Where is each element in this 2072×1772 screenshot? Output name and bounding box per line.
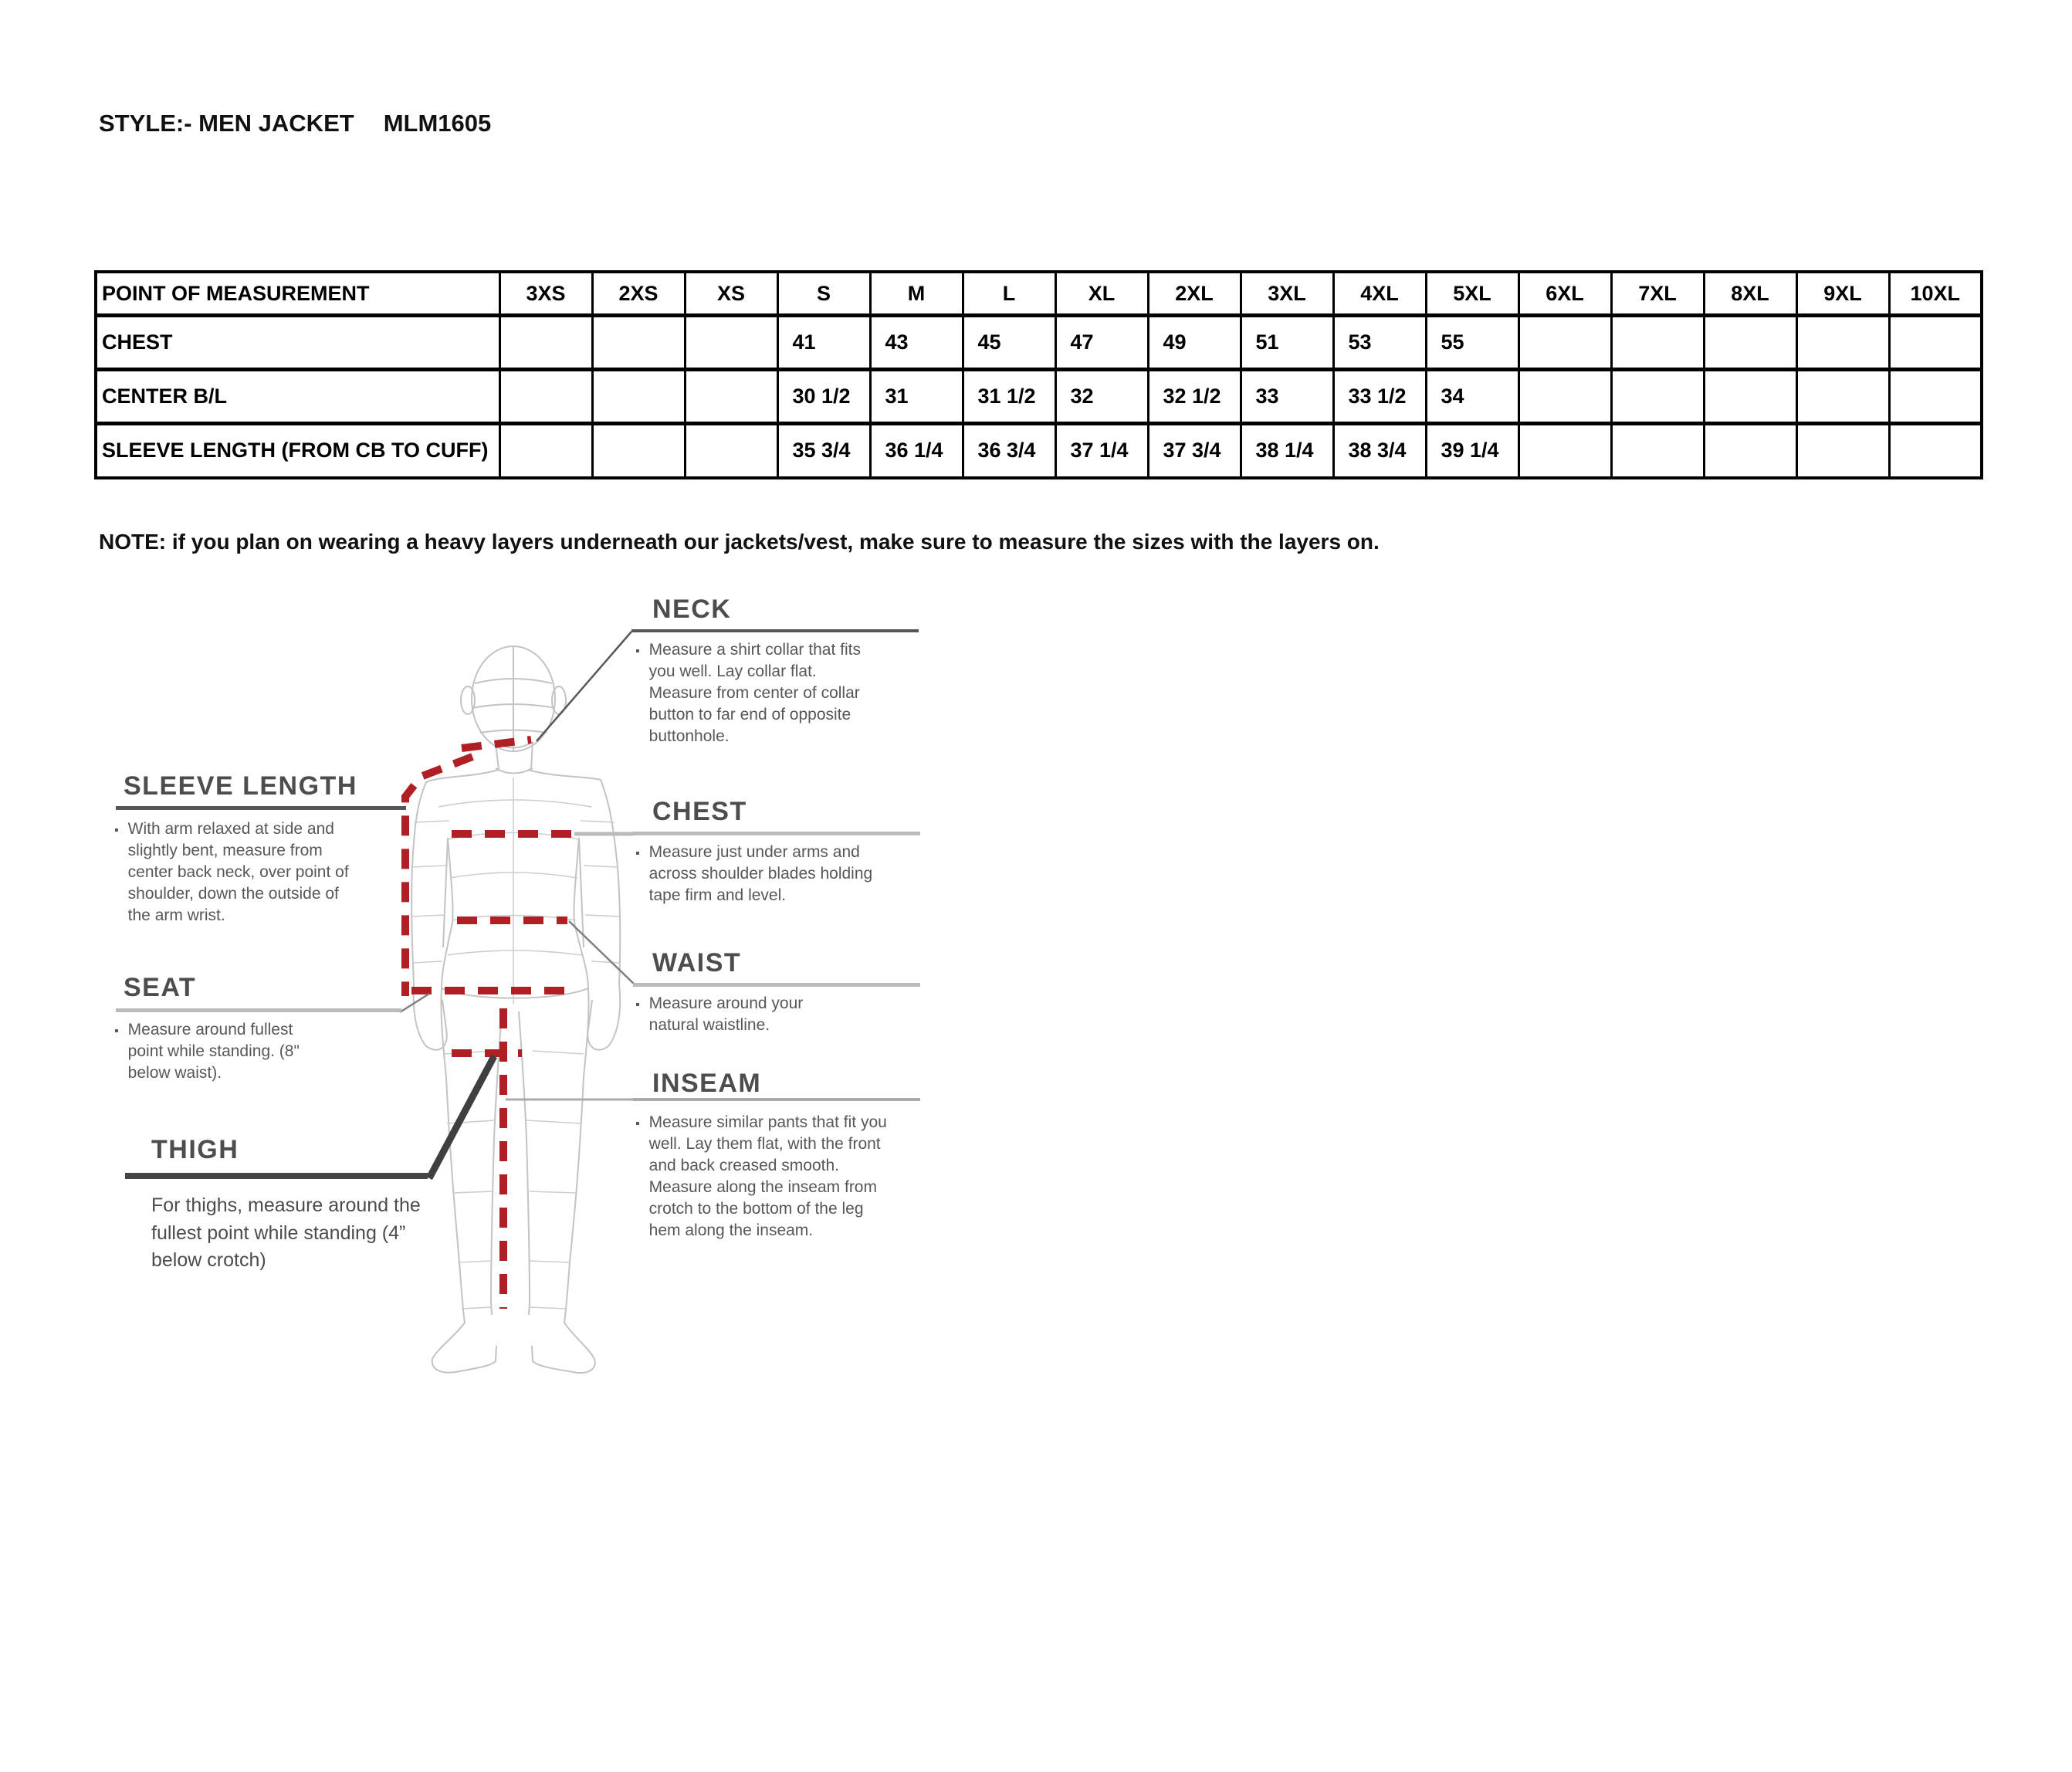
measurement-cell: 32 [1055,370,1148,424]
measurement-cell [1796,370,1889,424]
section-title-chest: CHEST [652,797,747,826]
size-column-header: S [777,272,870,316]
measurement-cell: 41 [777,316,870,370]
section-description: Measure similar pants that fit you well. Lay them flat, with the front and back creased smooth. Measure along the inseam from crotch to the bottom of the leg hem along the inseam. [648,1113,887,1239]
wireframe-body [411,646,620,1373]
measurement-cell [592,424,685,478]
section-description: With arm relaxed at side and slightly bent, measure from center back neck, over point of shoulder, down the outside of the arm wrist. [127,820,349,924]
bullet-square-icon: ▪ [114,1025,119,1038]
diagram-section-sleeve-length [114,818,363,927]
size-column-header: XS [685,272,777,316]
size-table [94,270,1983,479]
waist-underline [633,983,920,987]
style-code: MLM1605 [383,110,492,137]
measurement-cell [1796,424,1889,478]
size-table-header-row [96,272,1982,316]
diagram-section-waist [635,993,845,1036]
bullet-square-icon: ▪ [114,824,119,837]
measurement-cell [1704,370,1796,424]
size-column-header: 3XS [499,272,592,316]
diagram-section-thigh: For thighs, measure around the fullest point while standing (4” below crotch) [151,1194,421,1271]
size-column-header: 10XL [1889,272,1982,316]
section-title-neck: NECK [652,595,732,624]
measurement-cell [1889,424,1982,478]
size-column-header: 6XL [1518,272,1611,316]
size-column-header: 7XL [1611,272,1704,316]
bullet-square-icon: ▪ [635,645,640,658]
diagram-section-chest [635,842,882,906]
size-column-header: 9XL [1796,272,1889,316]
chest-underline [633,832,920,835]
sleeve-length-underline [116,806,406,810]
waist-callout-line [569,921,635,985]
neck-callout-line [537,632,631,741]
measurement-cell [1518,370,1611,424]
measurement-cell: 37 1/4 [1055,424,1148,478]
measurement-cell: 49 [1148,316,1241,370]
measurement-cell [685,316,777,370]
measurement-cell: 55 [1426,316,1518,370]
style-label: STYLE:- MEN JACKET [99,110,354,137]
size-column-header: 4XL [1333,272,1426,316]
size-column-header: 3XL [1241,272,1333,316]
measurement-cell [592,370,685,424]
measurement-cell: 53 [1333,316,1426,370]
measurement-cell [1704,424,1796,478]
measurement-cell [1889,316,1982,370]
measurement-cell: 43 [870,316,963,370]
diagram-section-neck [635,639,884,747]
measurement-cell: 32 1/2 [1148,370,1241,424]
measurement-cell: 30 1/2 [777,370,870,424]
section-description: Measure around fullest point while standing. (8" below waist). [127,1021,300,1082]
measurement-cell [592,316,685,370]
measurement-cell: 31 [870,370,963,424]
measurement-cell: 38 3/4 [1333,424,1426,478]
measurement-cell [1518,316,1611,370]
neck-underline [631,629,919,632]
section-title-seat: SEAT [124,973,197,1002]
measurement-cell: 36 1/4 [870,424,963,478]
inseam-underline [633,1098,920,1101]
measurement-cell: 45 [963,316,1055,370]
size-column-header: XL [1055,272,1148,316]
measurement-cell: 33 [1241,370,1333,424]
section-description: Measure around your natural waistline. [648,994,804,1034]
table-row [96,424,1982,478]
size-column-header: 8XL [1704,272,1796,316]
measurement-cell: 31 1/2 [963,370,1055,424]
measurement-cell [1704,316,1796,370]
size-column-header: M [870,272,963,316]
measurement-cell: 35 3/4 [777,424,870,478]
column-header-point-of-measurement: POINT OF MEASUREMENT [96,272,499,316]
section-title-sleeve-length: SLEEVE LENGTH [124,771,357,801]
section-title-waist: WAIST [652,948,742,977]
size-column-header: 2XL [1148,272,1241,316]
measurement-cell: 37 3/4 [1148,424,1241,478]
measurement-row-label: SLEEVE LENGTH (FROM CB TO CUFF) [96,424,499,478]
measurement-cell [1611,316,1704,370]
measurement-row-label: CHEST [96,316,499,370]
measurement-cell: 34 [1426,370,1518,424]
measurement-cell [1611,424,1704,478]
size-column-header: 5XL [1426,272,1518,316]
table-row [96,316,1982,370]
measurement-cell [1889,370,1982,424]
page-title [99,110,491,137]
measurement-row-label: CENTER B/L [96,370,499,424]
measurement-cell [1611,370,1704,424]
measurement-cell [1518,424,1611,478]
bullet-square-icon: ▪ [635,998,640,1011]
thigh-underline [125,1173,428,1179]
size-column-header: L [963,272,1055,316]
measurement-cell [499,424,592,478]
section-description: Measure a shirt collar that fits you well. Lay collar flat. Measure from center of collar button to far end of opposite buttonhole. [648,641,861,745]
layering-note: NOTE: if you plan on wearing a heavy layers underneath our jackets/vest, make sure to measure the sizes with the layers on. [99,530,1380,554]
diagram-section-seat [114,1019,324,1084]
size-column-header: 2XS [592,272,685,316]
bullet-square-icon: ▪ [635,1117,640,1130]
measurement-cell [499,316,592,370]
measurement-cell: 47 [1055,316,1148,370]
measurement-cell: 36 3/4 [963,424,1055,478]
measurement-cell: 51 [1241,316,1333,370]
measurement-cell: 38 1/4 [1241,424,1333,478]
diagram-section-inseam [635,1112,888,1242]
measurement-cell: 39 1/4 [1426,424,1518,478]
bullet-square-icon: ▪ [635,847,640,860]
measurement-cell [685,370,777,424]
measurement-cell [499,370,592,424]
seat-underline [116,1008,401,1012]
measurement-cell: 33 1/2 [1333,370,1426,424]
measurement-cell [1796,316,1889,370]
measurement-cell [685,424,777,478]
thigh-callout-line [429,1056,494,1178]
section-title-thigh: THIGH [151,1135,239,1164]
section-description: Measure just under arms and across shoulder blades holding tape firm and level. [648,843,873,904]
table-row [96,370,1982,424]
section-title-inseam: INSEAM [652,1069,762,1098]
